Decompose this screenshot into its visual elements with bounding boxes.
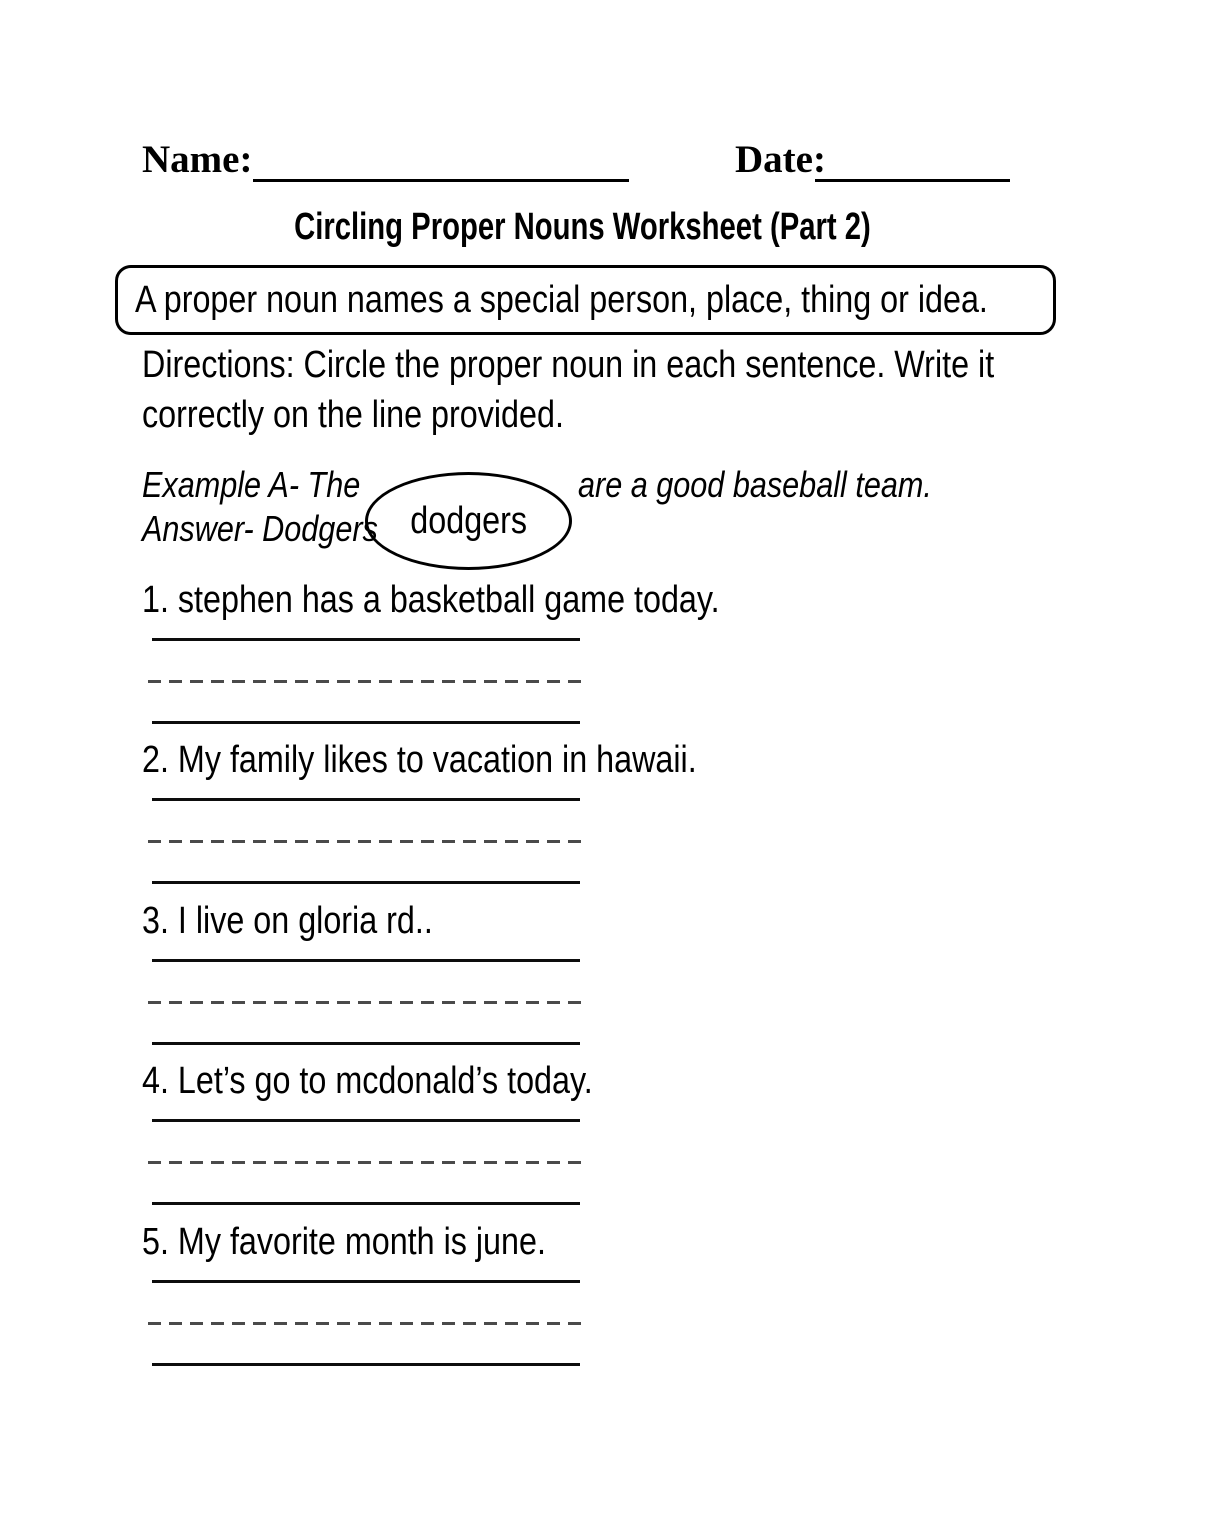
question-4-answer-line-bottom[interactable] [152,1202,580,1205]
example-answer-line [142,508,419,549]
question-2-text [142,741,795,779]
name-label: Name: [142,138,253,181]
example-line1-left-text: Example A- The [142,464,361,505]
question-3-answer-line-bottom[interactable] [152,1042,580,1045]
definition-box [115,265,1056,335]
question-4-sentence: 4. Let’s go to mcdonald’s today. [142,1060,593,1102]
name-write-line[interactable] [253,179,629,182]
question-1-answer-line-top[interactable] [152,638,580,641]
question-1-sentence: 1. stephen has a basketball game today. [142,579,720,621]
example-line1-right-text: are a good baseball team. [578,464,932,505]
question-4-text [142,1062,672,1100]
example-line1-right [578,464,994,505]
circled-word: dodgers [410,500,527,542]
date-label: Date: [735,138,826,181]
definition-text: A proper noun names a special person, place, thing or idea. [135,279,988,321]
question-2-answer-line-middle[interactable] [148,840,582,843]
directions-line-2: correctly on the line provided. [142,394,564,436]
question-1-answer-line-bottom[interactable] [152,721,580,724]
question-4 [0,1062,1207,1222]
question-3-answer-line-top[interactable] [152,959,580,962]
question-3-sentence: 3. I live on gloria rd.. [142,900,433,942]
question-5-sentence: 5. My favorite month is june. [142,1221,546,1263]
question-2-sentence: 2. My family likes to vacation in hawaii. [142,739,697,781]
question-1-text [142,581,822,619]
question-2-answer-line-top[interactable] [152,798,580,801]
question-4-answer-line-top[interactable] [152,1119,580,1122]
page-title: Circling Proper Nouns Worksheet (Part 2) [294,206,871,248]
question-5 [0,1223,1207,1383]
question-3 [0,902,1207,1062]
directions [142,340,1145,440]
question-2 [0,741,1207,901]
question-1 [0,581,1207,741]
question-4-answer-line-middle[interactable] [148,1161,582,1164]
question-5-answer-line-bottom[interactable] [152,1363,580,1366]
example-answer-text: Answer- Dodgers [142,508,378,549]
date-write-line[interactable] [815,179,1010,182]
question-3-answer-line-middle[interactable] [148,1001,582,1004]
definition-text-wrap [135,268,1138,332]
question-1-answer-line-middle[interactable] [148,680,582,683]
page-title-row [0,208,1165,246]
question-5-text [142,1223,617,1261]
example-line1-left [142,464,399,505]
question-3-text [142,902,484,940]
directions-line-1: Directions: Circle the proper noun in each sentence. Write it [142,344,995,386]
question-5-answer-line-middle[interactable] [148,1322,582,1325]
question-5-answer-line-top[interactable] [152,1280,580,1283]
question-2-answer-line-bottom[interactable] [152,881,580,884]
